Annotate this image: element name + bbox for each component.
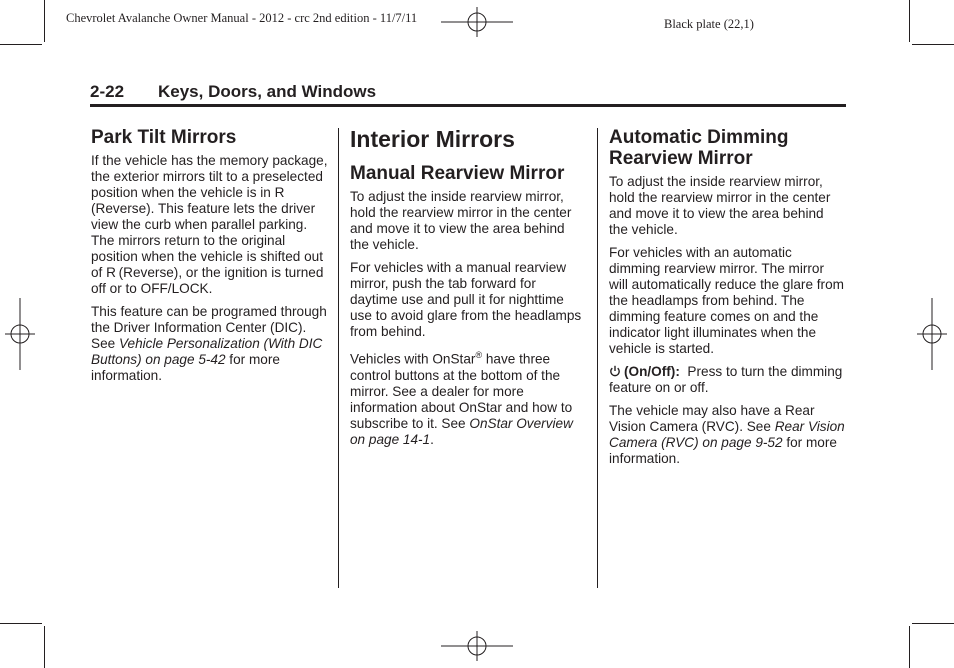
page-section-title: Interior Mirrors xyxy=(350,126,515,152)
print-header-left: Chevrolet Avalanche Owner Manual - 2012 - crc 2nd edition - 11/7/11 xyxy=(66,11,418,25)
paragraph xyxy=(609,364,845,396)
crop-mark xyxy=(909,0,910,42)
page-header xyxy=(90,80,846,107)
column-3 xyxy=(609,127,845,474)
crop-mark xyxy=(0,623,42,624)
text-run: This feature can be programed through the Driver Information Center (DIC). See xyxy=(91,304,327,351)
section-heading: Manual Rearview Mirror xyxy=(350,163,565,184)
paragraph xyxy=(609,403,845,467)
text-run: have three control buttons at the bottom of the mirror. See a dealer for more information about OnStar and how to subscribe to it. See xyxy=(350,351,573,431)
registration-mark-icon xyxy=(5,298,35,370)
crop-mark xyxy=(912,623,954,624)
text-run: . xyxy=(430,431,434,447)
control-label: (On/Off): xyxy=(624,364,680,379)
paragraph xyxy=(350,347,586,448)
registered-mark: ® xyxy=(475,350,483,360)
crop-mark xyxy=(44,626,45,668)
text-run: for more information. xyxy=(91,352,280,383)
paragraph: To adjust the inside rearview mirror, hold the rearview mirror in the center and move it to view the area behind the vehicle. xyxy=(609,174,831,237)
paragraph: For vehicles with a manual rearview mirror, push the tab forward for daytime use and pull it for nighttime use to avoid glare from the headlamps from behind. xyxy=(350,260,582,339)
column-divider xyxy=(338,128,339,588)
text-run: for more information. xyxy=(609,435,837,466)
cross-reference-link[interactable]: Rear Vision Camera (RVC) on page 9-52 xyxy=(609,419,845,450)
paragraph: To adjust the inside rearview mirror, hold the rearview mirror in the center and move it to view the area behind the vehicle. xyxy=(350,189,572,252)
crop-mark xyxy=(44,0,45,42)
crop-mark xyxy=(0,44,42,45)
paragraph: For vehicles with an automatic dimming rearview mirror. The mirror will automatically reduce the glare from the headlamps from behind. The dimming feature comes on and the indicator light illuminates when the vehicle is started. xyxy=(609,245,844,356)
text-run: The vehicle may also have a Rear Vision Camera (RVC). See xyxy=(609,403,815,434)
section-heading: Park Tilt Mirrors xyxy=(91,127,237,148)
registration-mark-icon xyxy=(917,298,947,370)
column-2 xyxy=(350,127,586,455)
column-1 xyxy=(91,127,328,391)
crop-mark xyxy=(909,626,910,668)
print-header-right: Black plate (22,1) xyxy=(664,17,754,31)
section-title: Keys, Doors, and Windows xyxy=(158,82,377,101)
paragraph: If the vehicle has the memory package, the exterior mirrors tilt to a preselected position when the vehicle is in R (Reverse). This feature lets the driver view the curb when parallel parking. The mirrors return to the original position when the vehicle is shifted out of R (Reverse), or the ignition is turned off or to OFF/LOCK. xyxy=(91,153,328,296)
cross-reference-link[interactable]: Vehicle Personalization (With DIC Buttons) on page 5-42 xyxy=(91,336,323,367)
text-run: Vehicles with OnStar xyxy=(350,351,476,367)
section-heading: Automatic Dimming Rearview Mirror xyxy=(609,127,789,169)
text-run: Press to turn the dimming feature on or off. xyxy=(609,364,847,395)
column-divider xyxy=(597,128,598,588)
crop-mark xyxy=(912,44,954,45)
registration-mark-icon xyxy=(441,7,513,37)
page-number: 2-22 xyxy=(90,82,125,101)
paragraph xyxy=(91,304,328,384)
registration-mark-icon xyxy=(441,631,513,661)
cross-reference-link[interactable]: OnStar Overview on page 14-1 xyxy=(350,415,573,447)
power-icon xyxy=(609,365,621,377)
